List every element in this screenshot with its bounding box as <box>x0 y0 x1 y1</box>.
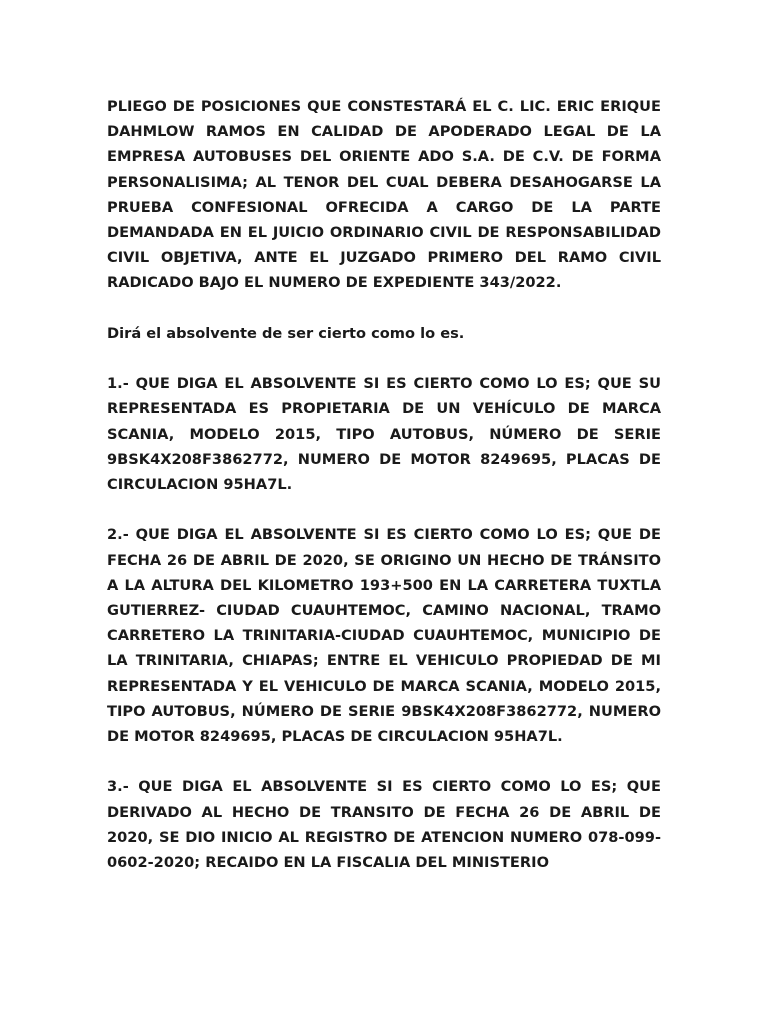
document-heading: PLIEGO DE POSICIONES QUE CONSTESTARÁ EL C. LIC. ERIC ERIQUE DAHMLOW RAMOS EN CALIDAD DE APODERADO LEGAL DE LA EMPRESA AUTOBUSES DEL ORIENTE ADO S.A. DE C.V. DE FORMA PERSONALISIMA; AL TENOR DEL CUAL DEBERA DESAHOGARSE LA PRUEBA CONFESIONAL OFRECIDA A CARGO DE LA PARTE DEMANDADA EN EL JUICIO ORDINARIO CIVIL DE RESPONSABILIDAD CIVIL OBJETIVA, ANTE EL JUZGADO PRIMERO DEL RAMO CIVIL RADICADO BAJO EL NUMERO DE EXPEDIENTE 343/2022. <box>107 98 661 292</box>
document-page <box>107 94 661 900</box>
position-1: 1.- QUE DIGA EL ABSOLVENTE SI ES CIERTO COMO LO ES; QUE SU REPRESENTADA ES PROPIETARIA DE UN VEHÍCULO DE MARCA SCANIA, MODELO 2015, TIPO AUTOBUS, NÚMERO DE SERIE 9BSK4X208F3862772, NUMERO DE MOTOR 8249695, PLACAS DE CIRCULACION 95HA7L. <box>107 375 661 494</box>
document-intro: Dirá el absolvente de ser cierto como lo es. <box>107 324 465 342</box>
position-3: 3.- QUE DIGA EL ABSOLVENTE SI ES CIERTO COMO LO ES; QUE DERIVADO AL HECHO DE TRANSITO DE FECHA 26 DE ABRIL DE 2020, SE DIO INICIO AL REGISTRO DE ATENCION NUMERO 078-099-0602-2020; RECAIDO EN LA FISCALIA DEL MINISTERIO <box>107 778 661 872</box>
position-2: 2.- QUE DIGA EL ABSOLVENTE SI ES CIERTO COMO LO ES; QUE DE FECHA 26 DE ABRIL DE 2020, SE ORIGINO UN HECHO DE TRÁNSITO A LA ALTURA DEL KILOMETRO 193+500 EN LA CARRETERA TUXTLA GUTIERREZ- CIUDAD CUAUHTEMOC, CAMINO NACIONAL, TRAMO CARRETERO LA TRINITARIA-CIUDAD CUAUHTEMOC, MUNICIPIO DE LA TRINITARIA, CHIAPAS; ENTRE EL VEHICULO PROPIEDAD DE MI REPRESENTADA Y EL VEHICULO DE MARCA SCANIA, MODELO 2015, TIPO AUTOBUS, NÚMERO DE SERIE 9BSK4X208F3862772, NUMERO DE MOTOR 8249695, PLACAS DE CIRCULACION 95HA7L. <box>107 526 661 746</box>
